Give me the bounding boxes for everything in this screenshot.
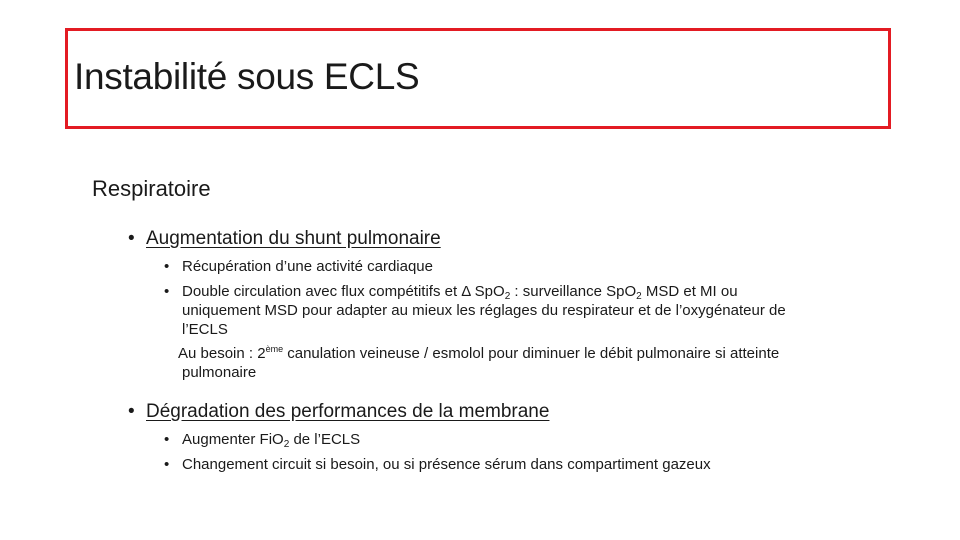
note-au-besoin: Au besoin : 2ème canulation veineuse / esmolol pour diminuer le débit pulmonaire si atteinte pulmonaire (178, 344, 780, 381)
sub-bullet-double-circulation (164, 282, 934, 339)
sub-bullet-text: Double circulation avec flux compétitifs et Δ SpO$_2$ : surveillance SpO$_2$ MSD et MI ou uniquement MSD pour adapter au mieux les réglages du respirateur et de l’oxygénateur de l’ECLS (182, 283, 786, 338)
section-heading: Respiratoire (92, 176, 211, 201)
sub-bullet-fio2 (164, 430, 360, 449)
bullet-icon: • (164, 283, 170, 300)
bullet-icon: • (164, 431, 170, 448)
sub-bullet-text: Récupération d’une activité cardiaque (182, 258, 433, 275)
sub-bullet-changement-circuit (164, 455, 711, 474)
bullet-icon: • (128, 401, 135, 422)
bullet-point-shunt (128, 228, 441, 250)
bullet-icon: • (164, 456, 170, 473)
delta-symbol: Δ (461, 283, 471, 300)
sub-bullet-recuperation (164, 257, 433, 276)
slide-title: Instabilité sous ECLS (74, 56, 420, 97)
point-heading-membrane: Dégradation des performances de la membrane (146, 401, 550, 422)
bullet-icon: • (164, 258, 170, 275)
point-heading-shunt: Augmentation du shunt pulmonaire (146, 228, 441, 249)
bullet-point-membrane (128, 401, 549, 423)
bullet-icon: • (128, 228, 135, 249)
sub-bullet-text: Augmenter FiO$_2$ de l’ECLS (182, 431, 361, 450)
sub-bullet-text: Changement circuit si besoin, ou si présence sérum dans compartiment gazeux (182, 456, 711, 473)
